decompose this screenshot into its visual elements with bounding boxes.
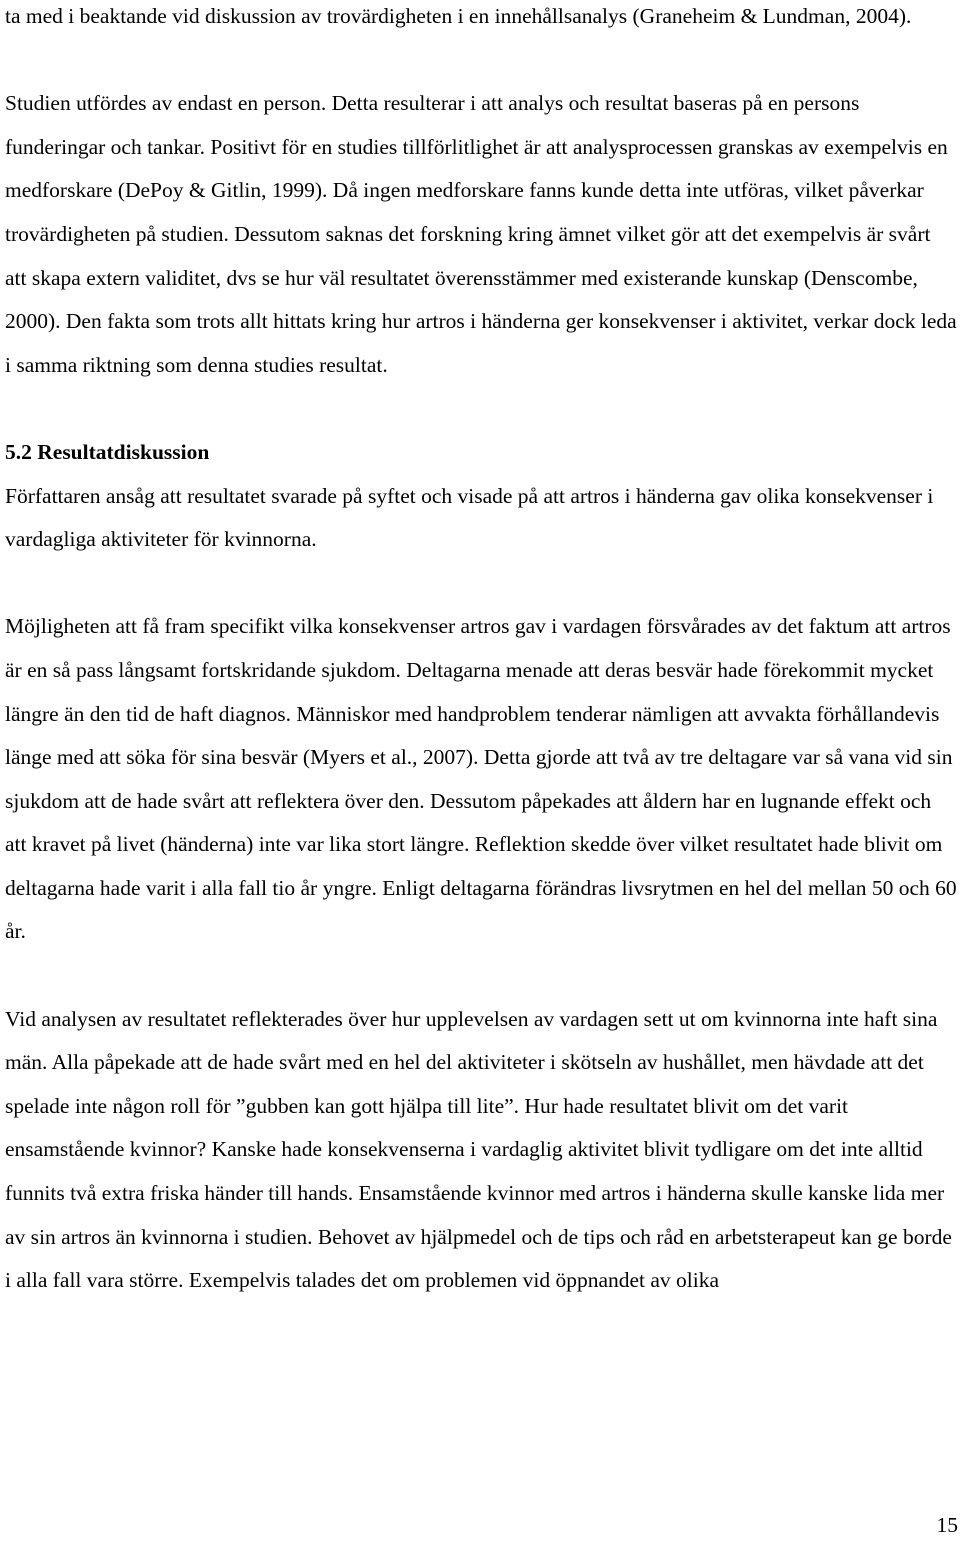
paragraph-single-researcher: Studien utfördes av endast en person. Detta resulterar i att analys och resultat baseras på en persons funderingar och tankar. Positivt för en studies tillförlitlighet är att analysprocessen granskas av exempelvis en medforskare (DePoy & Gitlin, 1999). Då ingen medforskare fanns kunde detta inte utföras, vilket påverkar trovärdigheten på studien. Dessutom saknas det forskning kring ämnet vilket gör att det exempelvis är svårt att skapa extern validitet, dvs se hur väl resultatet överensstämmer med existerande kunskap (Denscombe, 2000). Den fakta som trots allt hittats kring hur artros i händerna ger konsekvenser i aktivitet, verkar dock leda i samma riktning som denna studies resultat. [5, 91, 957, 377]
paragraph-spacer [5, 39, 957, 83]
paragraph-spacer [5, 954, 957, 998]
page-number: 15 [936, 1513, 958, 1537]
paragraph-result-purpose: Författaren ansåg att resultatet svarade på syftet och visade på att artros i händerna gav olika konsekvenser i vardagliga aktiviteter för kvinnorna. [5, 483, 934, 552]
section-heading: 5.2 Resultatdiskussion [5, 439, 210, 464]
paragraph-trustworthiness-intro: ta med i beaktande vid diskussion av trovärdigheten i en innehållsanalys (Graneheim & Lundman, 2004). [5, 4, 912, 28]
paragraph-slow-disease: Möjligheten att få fram specifikt vilka konsekvenser artros gav i vardagen försvårades av det faktum att artros är en så pass långsamt fortskridande sjukdom. Deltagarna menade att deras besvär hade förekommit mycket längre än den tid de haft diagnos. Människor med handproblem tenderar nämligen att avvakta förhållandevis länge med att söka för sina besvär (Myers et al., 2007). Detta gjorde att två av tre deltagare var så vana vid sin sjukdom att de hade svårt att reflektera över den. Dessutom påpekades att åldern har en lugnande effekt och att kravet på livet (händerna) inte var lika stort längre. Reflektion skedde över vilket resultatet hade blivit om deltagarna hade varit i alla fall tio år yngre. Enligt deltagarna förändras livsrytmen en hel del mellan 50 och 60 år. [5, 614, 957, 944]
paragraph-spacer [5, 562, 957, 606]
paragraph-spacer [5, 387, 957, 431]
document-page [5, 0, 957, 1303]
paragraph-husbands-reflection: Vid analysen av resultatet reflekterades över hur upplevelsen av vardagen sett ut om kvinnorna inte haft sina män. Alla påpekade att de hade svårt med en hel del aktiviteter i skötseln av hushållet, men hävdade att det spelade inte någon roll för ”gubben kan gott hjälpa till lite”. Hur hade resultatet blivit om det varit ensamstående kvinnor? Kanske hade konsekvenserna i vardaglig aktivitet blivit tydligare om det inte alltid funnits två extra friska händer till hands. Ensamstående kvinnor med artros i händerna skulle kanske lida mer av sin artros än kvinnorna i studien. Behovet av hjälpmedel och de tips och råd en arbetsterapeut kan ge borde i alla fall vara större. Exempelvis talades det om problemen vid öppnandet av olika [5, 1006, 952, 1293]
